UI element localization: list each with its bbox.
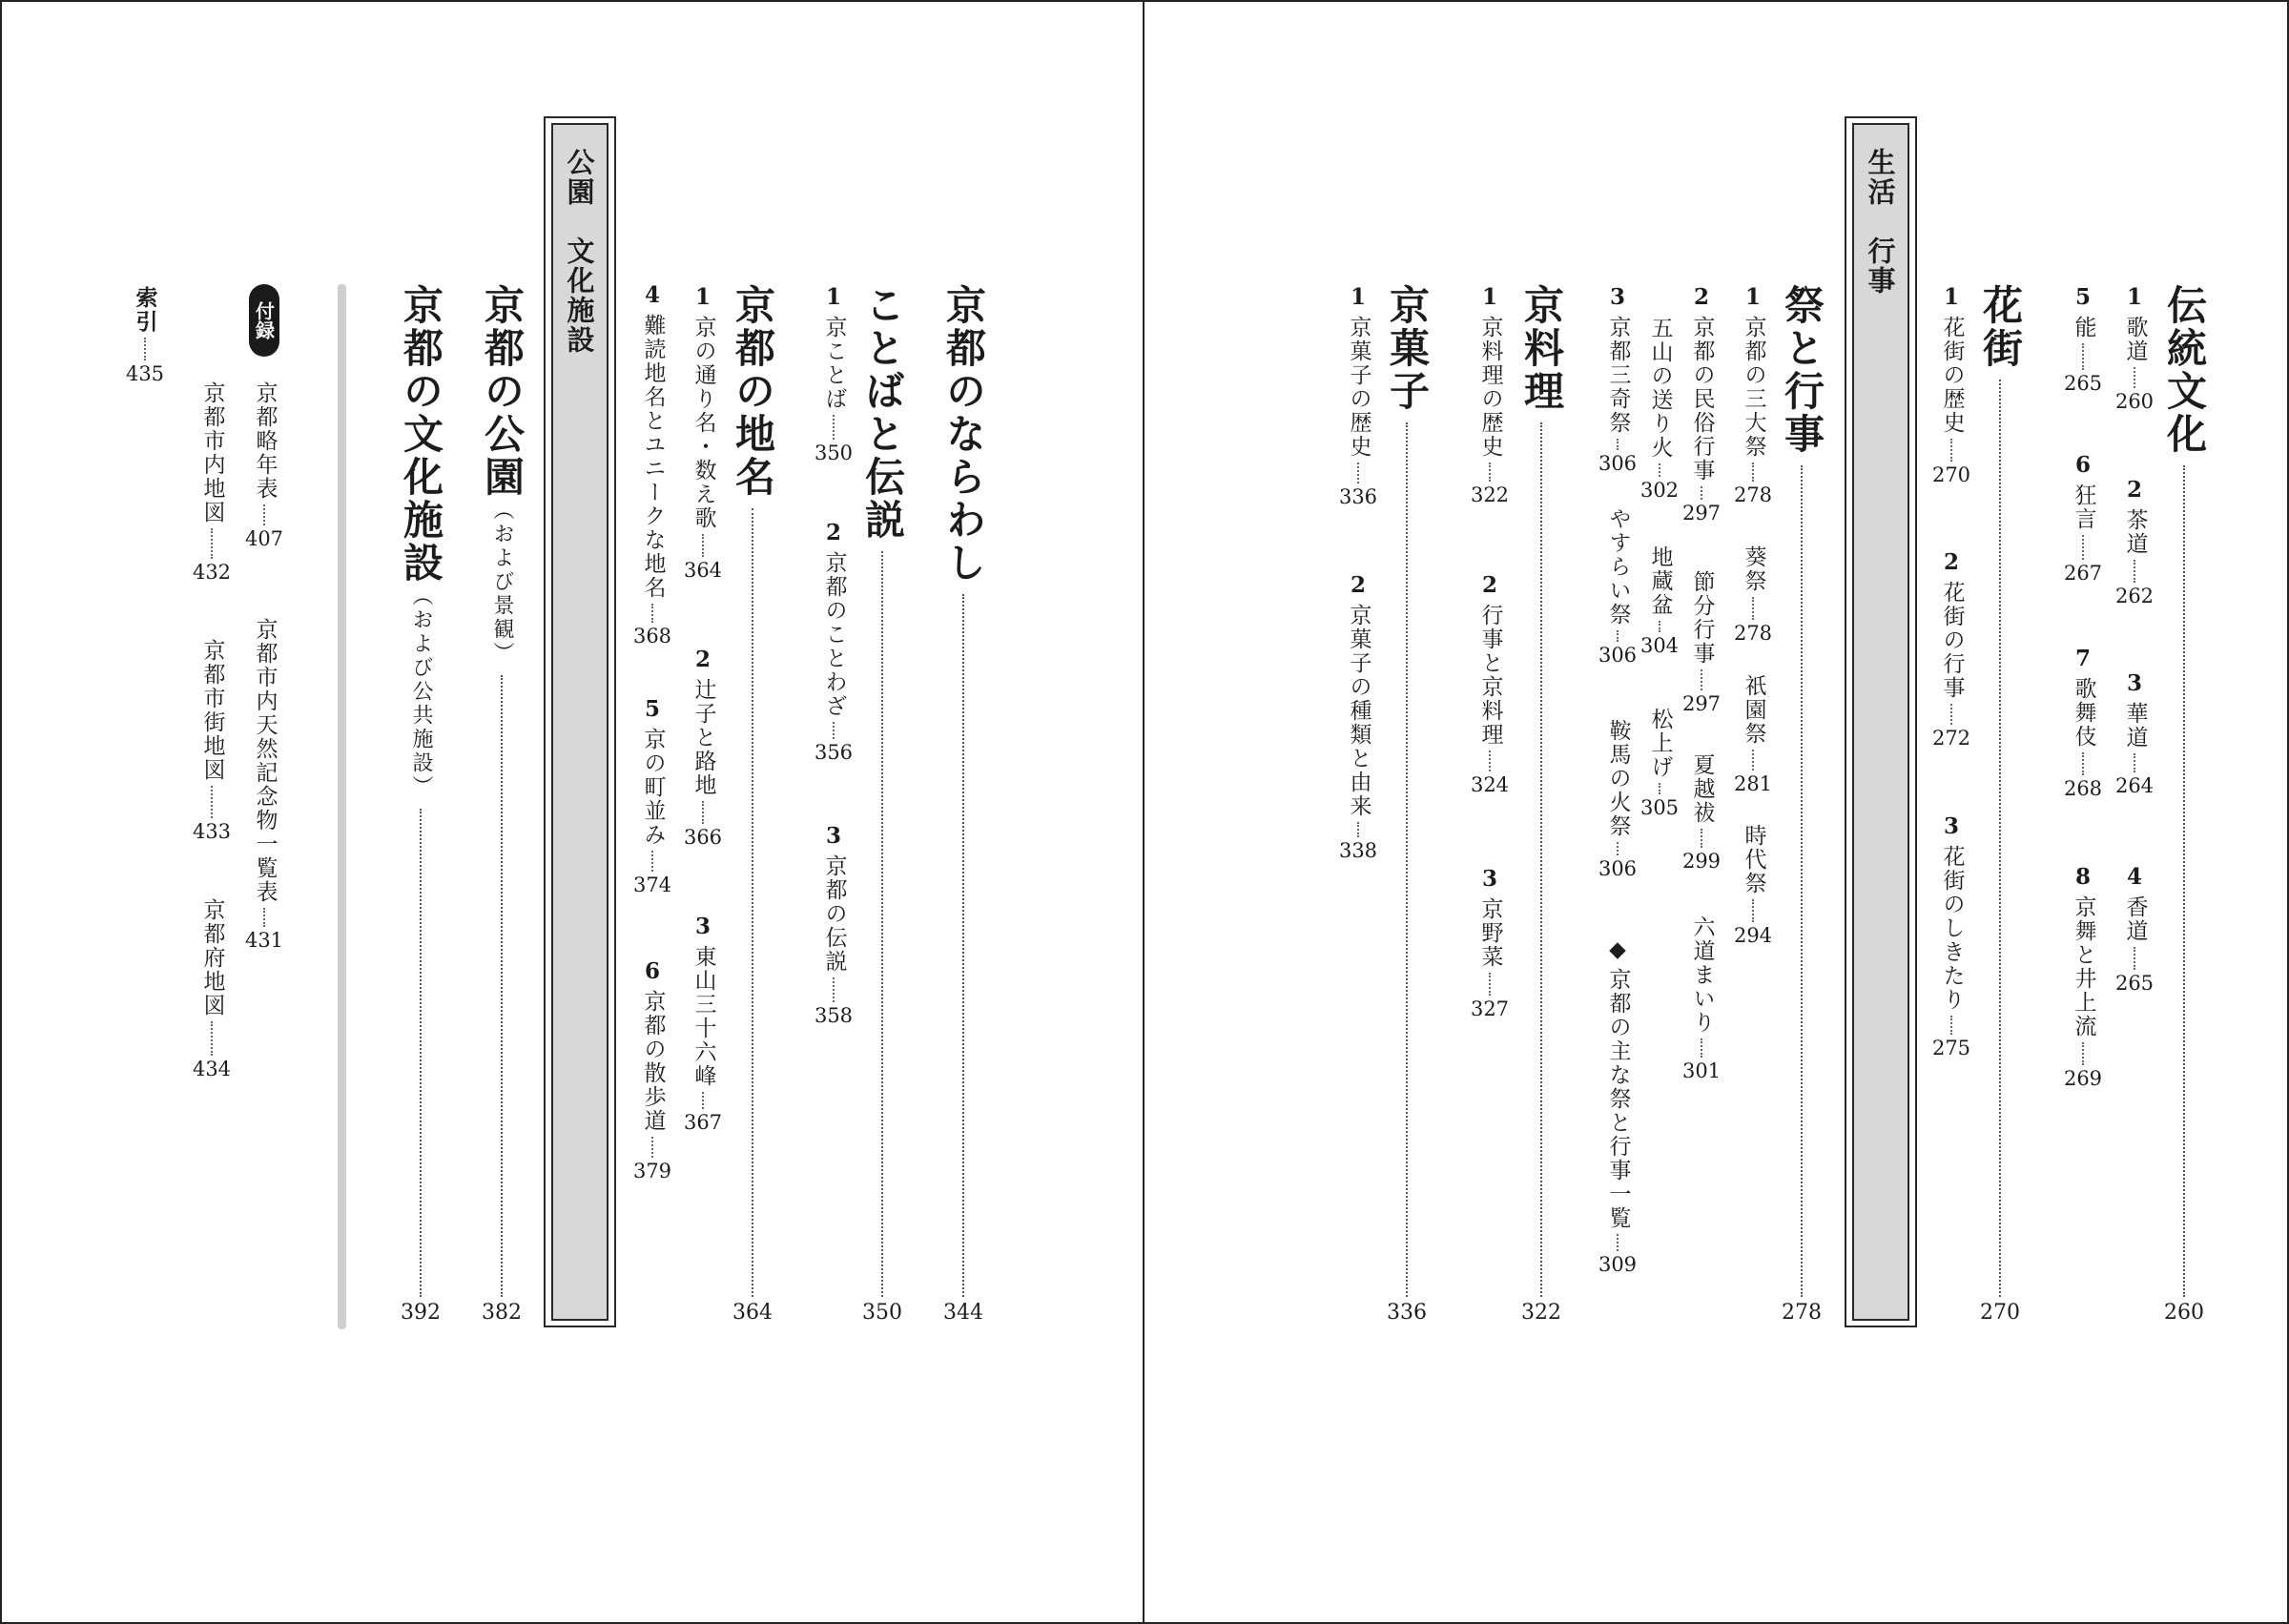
- leader-dots: [1617, 842, 1619, 855]
- chapter-title-text: 京都の文化施設: [398, 284, 444, 585]
- chapter-title: [479, 284, 526, 666]
- leader-dots: [1489, 463, 1491, 482]
- section-item[interactable]: [1730, 674, 1776, 794]
- leader-dots: [263, 908, 265, 927]
- leader-dots: [1617, 630, 1619, 642]
- section-label: 歌舞伎: [2071, 677, 2096, 749]
- section-item[interactable]: [811, 522, 856, 763]
- section-label: 地蔵盆: [1647, 545, 1673, 617]
- chapter-kyo-ryori[interactable]: [1508, 284, 1575, 1324]
- leader-dots: [1406, 422, 1408, 1297]
- section-label: 京都三奇祭: [1605, 316, 1631, 435]
- appendix-item[interactable]: [189, 898, 235, 1079]
- chapter-title: 京都のならわし: [940, 284, 987, 585]
- leader-dots: [2134, 560, 2135, 583]
- section-page: 327: [1470, 997, 1510, 1020]
- section-page: 379: [632, 1160, 672, 1182]
- section-page: 366: [683, 826, 723, 849]
- appendix-badge-text: 付録: [252, 301, 276, 339]
- index-item[interactable]: [122, 286, 168, 384]
- leader-dots: [1701, 1038, 1702, 1058]
- leader-dots: [1489, 973, 1491, 996]
- section-number: 6: [2074, 452, 2091, 478]
- chapter-kotoba-densetsu[interactable]: [849, 284, 916, 1324]
- section-label: 花街のしきたり: [1939, 845, 1965, 1012]
- section-item[interactable]: [629, 698, 675, 895]
- leader-dots: [1752, 597, 1754, 620]
- section-item[interactable]: [2112, 866, 2157, 994]
- section-number: 3: [825, 823, 841, 849]
- leader-dots: [2134, 947, 2135, 970]
- leader-dots: [881, 551, 883, 1297]
- leader-dots: [2134, 367, 2135, 388]
- section-label: やすらい祭: [1605, 507, 1631, 627]
- leader-dots: [1701, 486, 1702, 500]
- section-label: 六道まいり: [1689, 915, 1715, 1035]
- section-number: 2: [1943, 549, 1959, 575]
- section-number: 1: [1350, 284, 1366, 310]
- leader-dots: [144, 338, 146, 360]
- section-label: 辻子と路地: [691, 678, 716, 797]
- section-item[interactable]: [1595, 938, 1640, 1275]
- appendix-label: 京都府地図: [199, 898, 225, 1018]
- section-number: 3: [1481, 866, 1497, 892]
- section-label: 葵祭: [1741, 545, 1766, 593]
- section-number: 1: [694, 284, 711, 310]
- section-page: 275: [1931, 1037, 1971, 1059]
- section-item[interactable]: [1335, 574, 1381, 861]
- section-number: 2: [825, 520, 841, 545]
- chapter-note: （および公共施設）: [409, 585, 433, 799]
- section-label: 松上げ: [1647, 708, 1673, 779]
- section-band-park-culture: [544, 116, 616, 1327]
- section-label: 京都の散歩道: [640, 990, 666, 1133]
- leader-dots: [1659, 621, 1660, 632]
- section-label: 京都の三大祭: [1741, 316, 1766, 459]
- appendix-item[interactable]: [189, 639, 235, 842]
- section-item[interactable]: [1679, 570, 1724, 714]
- section-item[interactable]: [2112, 672, 2157, 796]
- section-number: 1: [1943, 284, 1959, 310]
- section-label: 京舞と井上流: [2071, 895, 2096, 1038]
- section-label: 京の町並み: [640, 728, 666, 847]
- section-number: 4: [2126, 864, 2142, 890]
- section-number: 2: [1693, 284, 1709, 310]
- section-number: 3: [1609, 284, 1625, 310]
- leader-dots: [211, 528, 213, 559]
- section-page: 294: [1733, 924, 1773, 947]
- section-page: 302: [1639, 479, 1680, 502]
- section-item[interactable]: [2112, 479, 2157, 606]
- chapter-hanamachi[interactable]: [1967, 284, 2033, 1324]
- chapter-page: 382: [482, 1301, 522, 1325]
- section-number: 6: [644, 958, 660, 984]
- leader-dots: [1950, 1016, 1952, 1035]
- leader-dots: [211, 786, 213, 818]
- section-page: 306: [1598, 644, 1638, 667]
- section-label: 時代祭: [1741, 824, 1766, 895]
- section-page: 367: [683, 1111, 723, 1134]
- chapter-title: [398, 284, 444, 799]
- section-number: 2: [694, 647, 711, 672]
- section-label: 鞍馬の火祭: [1605, 719, 1631, 838]
- section-page: 301: [1681, 1059, 1722, 1082]
- appendix-page: 432: [192, 561, 232, 584]
- section-item[interactable]: [1595, 507, 1640, 666]
- chapter-page: 392: [401, 1301, 441, 1325]
- section-page: 305: [1639, 796, 1680, 819]
- section-number: 3: [2126, 670, 2142, 696]
- leader-dots: [833, 415, 835, 440]
- section-number: 1: [2126, 284, 2142, 310]
- leader-dots: [1752, 463, 1754, 482]
- chapter-title: 花街: [1977, 284, 2024, 370]
- leader-dots: [420, 809, 422, 1297]
- section-label: 京菓子の歴史: [1346, 316, 1371, 459]
- leader-dots: [2082, 343, 2084, 370]
- section-label: 京ことば: [821, 316, 847, 411]
- section-label: 京野菜: [1477, 897, 1503, 969]
- section-page: 374: [632, 874, 672, 896]
- appendix-page: 434: [192, 1058, 232, 1080]
- section-number: 3: [694, 914, 711, 939]
- chapter-page: 344: [943, 1301, 983, 1325]
- chapter-kyoto-chimei[interactable]: [719, 284, 786, 1324]
- leader-dots: [1950, 439, 1952, 462]
- section-number: 3: [1943, 813, 1959, 839]
- section-item[interactable]: [1730, 286, 1776, 505]
- leader-dots: [2183, 465, 2185, 1297]
- section-label: 花街の歴史: [1939, 316, 1965, 435]
- chapter-page: 260: [2164, 1301, 2204, 1325]
- appendix-item[interactable]: [241, 381, 287, 549]
- chapter-title: 京料理: [1518, 284, 1565, 413]
- section-item[interactable]: [1928, 815, 1974, 1059]
- section-item[interactable]: [1595, 719, 1640, 879]
- leader-dots: [263, 504, 265, 525]
- section-item[interactable]: [1637, 545, 1682, 656]
- section-page: 306: [1598, 452, 1638, 475]
- leader-dots: [651, 604, 653, 623]
- section-page: 322: [1470, 483, 1510, 506]
- section-page: 338: [1338, 839, 1378, 862]
- section-item[interactable]: [2060, 454, 2106, 584]
- section-label: 難読地名とユニークな地名: [640, 314, 666, 600]
- section-number: 2: [1350, 572, 1366, 598]
- appendix-item[interactable]: [241, 618, 287, 951]
- chapter-title: 祭と行事: [1779, 284, 1825, 456]
- section-page: 336: [1338, 485, 1378, 508]
- leader-dots: [702, 801, 704, 824]
- section-page: 272: [1931, 727, 1971, 750]
- section-page: 358: [814, 1004, 854, 1027]
- appendix-page: 407: [244, 527, 284, 550]
- leader-dots: [2082, 752, 2084, 775]
- leader-dots: [651, 851, 653, 872]
- section-item[interactable]: [811, 825, 856, 1026]
- chapter-page: 364: [732, 1301, 773, 1325]
- chapter-title: 京菓子: [1384, 284, 1431, 413]
- chapter-kyo-gashi[interactable]: [1373, 284, 1440, 1324]
- section-page: 262: [2114, 585, 2155, 607]
- section-page: 356: [814, 741, 854, 764]
- section-number: 5: [644, 696, 660, 722]
- section-page: 270: [1931, 463, 1971, 486]
- band-title: 公園 文化施設: [563, 148, 596, 355]
- section-page: 265: [2114, 972, 2155, 995]
- band-inner: [551, 123, 608, 1321]
- section-page: 268: [2063, 777, 2103, 800]
- section-number: 2: [1481, 572, 1497, 598]
- section-label: 行事と京料理: [1477, 604, 1503, 747]
- section-item[interactable]: [2060, 866, 2106, 1089]
- leader-dots: [1950, 704, 1952, 725]
- left-page: [0, 0, 1144, 1624]
- section-item[interactable]: [1467, 574, 1513, 795]
- section-item[interactable]: [1928, 551, 1974, 749]
- section-page: 309: [1598, 1253, 1638, 1276]
- appendix-label: 京都略年表: [252, 381, 278, 501]
- section-label: 京菓子の種類と由来: [1346, 604, 1371, 818]
- leader-dots: [1540, 422, 1542, 1297]
- section-page: 260: [2114, 390, 2155, 413]
- chapter-page: 322: [1521, 1301, 1561, 1325]
- section-label: 京料理の歴史: [1477, 316, 1503, 459]
- section-number: 1: [1481, 284, 1497, 310]
- section-item[interactable]: [1595, 286, 1640, 474]
- leader-dots: [211, 1021, 213, 1056]
- section-page: 269: [2063, 1067, 2103, 1090]
- band-inner: [1852, 123, 1909, 1321]
- section-item[interactable]: [680, 648, 726, 848]
- section-page: 364: [683, 559, 723, 582]
- leader-dots: [1701, 829, 1702, 848]
- leader-dots: [2082, 535, 2084, 560]
- section-number: ◆: [1609, 936, 1626, 962]
- leader-dots: [1357, 822, 1359, 837]
- section-number: 1: [1744, 284, 1761, 310]
- appendix-page: 431: [244, 929, 284, 952]
- section-page: 297: [1681, 502, 1722, 524]
- chapter-page: 270: [1980, 1301, 2020, 1325]
- appendix-badge: [249, 284, 279, 357]
- section-number: 2: [2126, 477, 2142, 503]
- section-label: 京都の伝説: [821, 854, 847, 974]
- leader-dots: [1659, 463, 1660, 477]
- section-page: 297: [1681, 692, 1722, 715]
- section-item[interactable]: [1637, 708, 1682, 818]
- section-label: 京都の主な祭と行事一覧: [1605, 968, 1631, 1230]
- section-page: 306: [1598, 857, 1638, 880]
- leader-dots: [752, 508, 753, 1297]
- section-item[interactable]: [1730, 824, 1776, 946]
- appendix-label: 京都市内天然記念物一覧表: [252, 618, 278, 904]
- appendix-label: 京都市内地図: [199, 381, 225, 524]
- leader-dots: [1752, 899, 1754, 922]
- chapter-title-text: 京都の公園: [479, 284, 526, 499]
- section-number: 8: [2074, 864, 2091, 890]
- section-item[interactable]: [1730, 545, 1776, 644]
- chapter-kyoto-culture-facilities[interactable]: [387, 284, 454, 1324]
- section-page: 299: [1681, 850, 1722, 873]
- section-label: 京の通り名・数え歌: [691, 316, 716, 530]
- chapter-traditional-culture[interactable]: [2151, 284, 2217, 1324]
- chapter-festivals-events[interactable]: [1768, 284, 1835, 1324]
- section-label: 華道: [2122, 702, 2148, 750]
- section-page: 278: [1733, 483, 1773, 506]
- section-page: 324: [1470, 773, 1510, 796]
- section-label: 五山の送り火: [1647, 317, 1673, 460]
- section-page: 267: [2063, 562, 2103, 585]
- section-number: 1: [825, 284, 841, 310]
- leader-dots: [2134, 753, 2135, 772]
- section-page: 368: [632, 625, 672, 648]
- section-item[interactable]: [2112, 286, 2157, 412]
- leader-dots: [1617, 1234, 1619, 1251]
- leader-dots: [1752, 750, 1754, 771]
- section-band-life-events: [1845, 116, 1917, 1327]
- section-label: 祇園祭: [1741, 674, 1766, 746]
- section-item[interactable]: [629, 960, 675, 1182]
- leader-dots: [1357, 463, 1359, 483]
- leader-dots: [1617, 439, 1619, 450]
- section-item[interactable]: [1467, 868, 1513, 1019]
- section-page: 350: [814, 442, 854, 464]
- leader-dots: [651, 1137, 653, 1158]
- leader-dots: [1489, 750, 1491, 771]
- index-page: 435: [125, 362, 165, 385]
- section-item[interactable]: [811, 286, 856, 463]
- chapter-page: 336: [1387, 1301, 1427, 1325]
- chapter-title: ことばと伝説: [859, 284, 906, 542]
- appendix-label: 京都市街地図: [199, 639, 225, 782]
- section-label: 花街の行事: [1939, 581, 1965, 700]
- section-item[interactable]: [1637, 317, 1682, 501]
- section-label: 能: [2071, 316, 2096, 339]
- section-item[interactable]: [1928, 286, 1974, 485]
- section-number: 7: [2074, 646, 2091, 671]
- section-number: 5: [2074, 284, 2091, 310]
- section-label: 節分行事: [1689, 570, 1715, 666]
- index-label: 索引: [132, 286, 158, 334]
- section-page: 281: [1733, 772, 1773, 795]
- section-page: 265: [2063, 372, 2103, 395]
- appendix-item[interactable]: [189, 381, 235, 583]
- section-label: 狂言: [2071, 483, 2096, 531]
- section-item[interactable]: [1679, 286, 1724, 524]
- section-label: 東山三十六峰: [691, 945, 716, 1088]
- band-title: 生活 行事: [1864, 148, 1897, 296]
- section-item[interactable]: [1679, 915, 1724, 1081]
- leader-dots: [1801, 465, 1803, 1297]
- leader-dots: [833, 977, 835, 1002]
- leader-dots: [702, 1092, 704, 1109]
- section-label: 京都の民俗行事: [1689, 316, 1715, 483]
- leader-dots: [833, 722, 835, 739]
- section-page: 264: [2114, 774, 2155, 797]
- leader-dots: [702, 534, 704, 557]
- section-item[interactable]: [680, 286, 726, 581]
- section-item[interactable]: [2060, 648, 2106, 799]
- section-item[interactable]: [1335, 286, 1381, 507]
- appendix-page: 433: [192, 820, 232, 843]
- section-item[interactable]: [2060, 286, 2106, 394]
- chapter-page: 350: [862, 1301, 902, 1325]
- section-item[interactable]: [1679, 753, 1724, 872]
- section-item[interactable]: [680, 915, 726, 1133]
- chapter-page: 278: [1782, 1301, 1822, 1325]
- section-label: 茶道: [2122, 508, 2148, 556]
- leader-dots: [501, 675, 503, 1297]
- divider-bar: [338, 284, 346, 1329]
- leader-dots: [2082, 1042, 2084, 1065]
- section-item[interactable]: [629, 284, 675, 647]
- leader-dots: [962, 594, 964, 1297]
- section-item[interactable]: [1467, 286, 1513, 505]
- chapter-kyoto-naraiwashi[interactable]: [930, 284, 997, 1324]
- section-number: 4: [644, 282, 660, 308]
- chapter-title: 京都の地名: [730, 284, 776, 499]
- section-label: 夏越祓: [1689, 753, 1715, 825]
- leader-dots: [1659, 783, 1660, 794]
- section-label: 京都のことわざ: [821, 551, 847, 718]
- leader-dots: [1701, 669, 1702, 690]
- section-page: 278: [1733, 622, 1773, 645]
- section-page: 304: [1639, 634, 1680, 657]
- section-label: 歌道: [2122, 316, 2148, 363]
- section-label: 香道: [2122, 895, 2148, 943]
- chapter-title: 伝統文化: [2161, 284, 2208, 456]
- leader-dots: [1999, 380, 2001, 1297]
- chapter-note: （および景観）: [490, 499, 514, 666]
- chapter-kyoto-parks[interactable]: [468, 284, 535, 1324]
- right-page: [1143, 0, 2289, 1624]
